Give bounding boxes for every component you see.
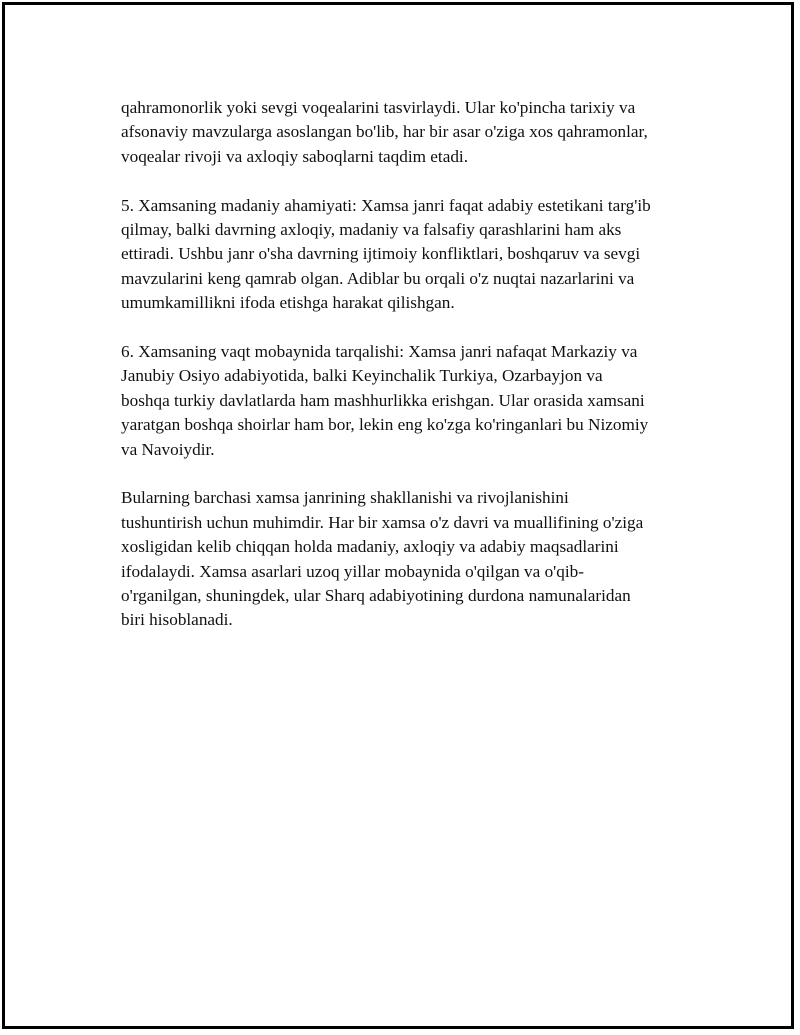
paragraph-intro-continuation: qahramonorlik yoki sevgi voqealarini tasvirlaydi. Ular ko'pincha tarixiy va afsonaviy mavzularga asoslangan bo'lib, har bir asar o'ziga xos qahramonlar, voqealar rivoji va axloqiy saboqlarni taqdim etadi.: [121, 98, 648, 166]
document-body: [121, 96, 699, 657]
paragraph-cultural-significance: 5. Xamsaning madaniy ahamiyati: Xamsa janri faqat adabiy estetikani targ'ib qilmay, balki davrning axloqiy, madaniy va falsafiy qarashlarini ham aks ettiradi. Ushbu janr o'sha davrning ijtimoiy konfliktlari, boshqaruv va sevgi mavzularini keng qamrab olgan. Adiblar bu orqali o'z nuqtai nazarlarini va umumkamillikni ifoda etishga harakat qilishgan.: [121, 195, 651, 313]
paragraph-spread-over-time: 6. Xamsaning vaqt mobaynida tarqalishi: Xamsa janri nafaqat Markaziy va Janubiy Osiyo adabiyotida, balki Keyinchalik Turkiya, Ozarbayjon va boshqa turkiy davlatlarda ham mashhurlikka erishgan. Ular orasida xamsani yaratgan boshqa shoirlar ham bor, lekin eng ko'zga ko'ringanlari bu Nizomiy va Navoiydir.: [121, 342, 649, 459]
paragraph-conclusion: Bularning barchasi xamsa janrining shakllanishi va rivojlanishini tushuntirish uchun muhimdir. Har bir xamsa o'z davri va muallifining o'ziga xosligidan kelib chiqqan holda madaniy, axloqiy va adabiy maqsadlarini ifodalaydi. Xamsa asarlari uzoq yillar mobaynida o'qilgan va o'qib- o'rganilgan, shuningdek, ular Sharq adabiyotining durdona namunalaridan biri hisoblanadi.: [121, 488, 644, 630]
page-frame: [2, 2, 794, 1029]
